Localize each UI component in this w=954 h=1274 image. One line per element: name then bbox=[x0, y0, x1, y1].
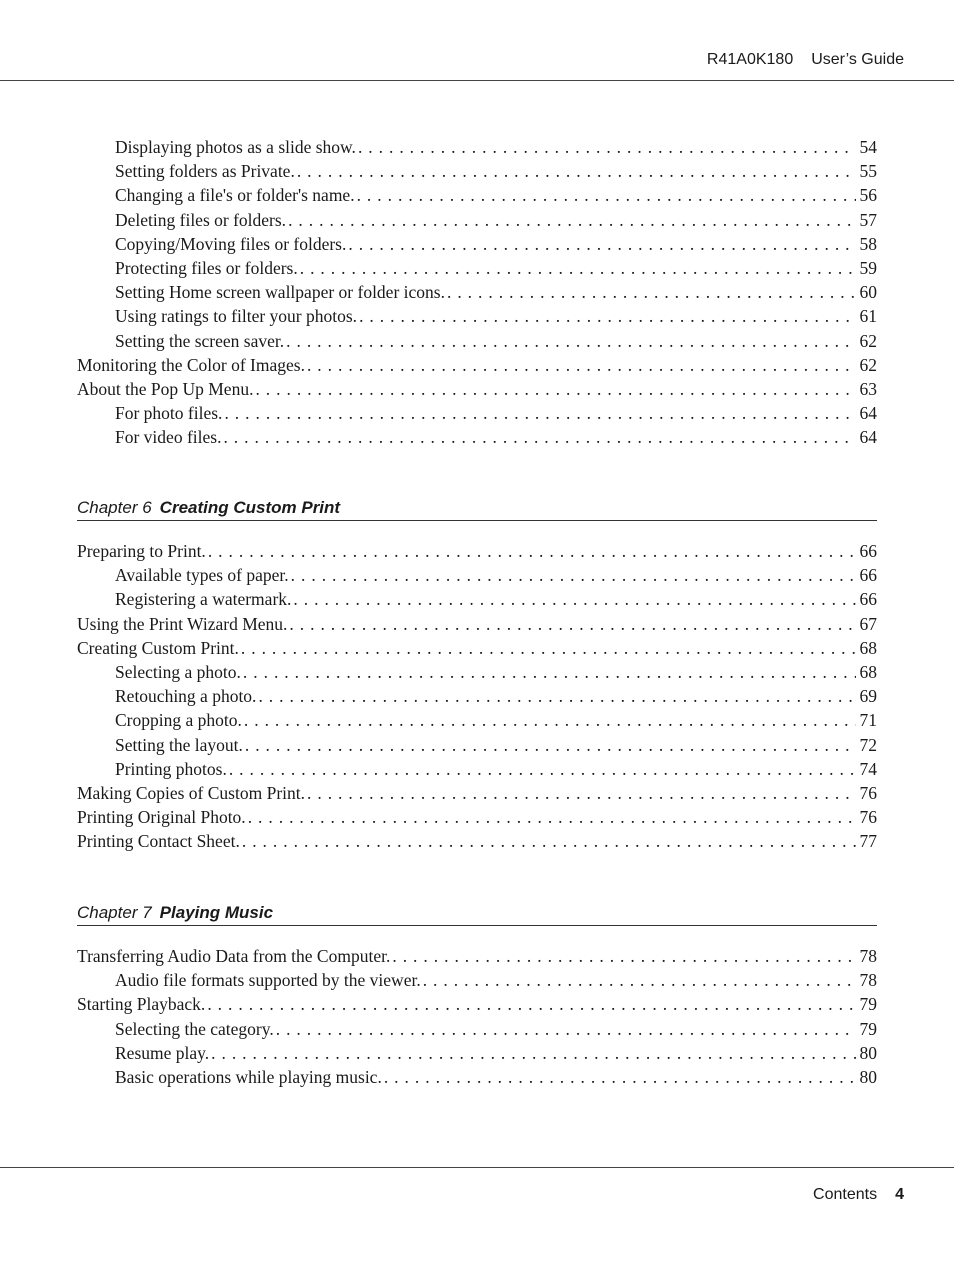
dot-leader bbox=[239, 636, 856, 660]
dot-leader bbox=[240, 829, 856, 853]
dot-leader bbox=[241, 660, 856, 684]
toc-entry[interactable] bbox=[77, 563, 877, 587]
toc-entry-page: 67 bbox=[859, 613, 877, 634]
dot-leader bbox=[221, 425, 855, 449]
dot-leader bbox=[355, 183, 856, 207]
toc-entry-page: 58 bbox=[859, 233, 877, 254]
toc-entry-page: 78 bbox=[859, 970, 877, 991]
toc-entry-page: 62 bbox=[859, 354, 877, 375]
toc-entry[interactable] bbox=[77, 208, 877, 232]
toc-entry-page: 66 bbox=[859, 589, 877, 610]
toc-entry-title: For video files. bbox=[115, 427, 222, 448]
toc-entry-page: 66 bbox=[859, 565, 877, 586]
dot-leader bbox=[295, 159, 856, 183]
toc-entry[interactable] bbox=[77, 304, 877, 328]
dot-leader bbox=[227, 757, 856, 781]
toc-entry-title: Preparing to Print. bbox=[77, 541, 206, 561]
toc-entry-title: Printing Original Photo. bbox=[77, 807, 246, 828]
toc-entry-title: Selecting the category. bbox=[115, 1018, 274, 1039]
footer-section-label: Contents bbox=[813, 1186, 878, 1203]
toc-entry-title: Available types of paper. bbox=[115, 565, 289, 586]
toc-entry[interactable] bbox=[77, 733, 877, 757]
toc-entry[interactable] bbox=[77, 829, 877, 853]
toc-entry-page: 54 bbox=[859, 137, 877, 157]
toc-entry-title: About the Pop Up Menu. bbox=[77, 378, 254, 399]
dot-leader bbox=[305, 781, 856, 805]
header-guide-title: User’s Guide bbox=[811, 51, 904, 68]
dot-leader bbox=[305, 353, 856, 377]
toc-entry-title: Monitoring the Color of Images. bbox=[77, 354, 305, 375]
toc-entry-page: 80 bbox=[859, 1066, 877, 1087]
toc-entry-page: 72 bbox=[859, 734, 877, 755]
toc-entry-page: 63 bbox=[859, 378, 877, 399]
dot-leader bbox=[242, 708, 856, 732]
toc-entry-title: For photo files. bbox=[115, 403, 223, 424]
chapter-6-title: Creating Custom Print bbox=[159, 498, 341, 517]
toc-entry-title: Setting Home screen wallpaper or folder icons. bbox=[115, 282, 445, 303]
chapter-6-number: Chapter 6 bbox=[77, 498, 152, 517]
toc-entry[interactable] bbox=[77, 1065, 877, 1089]
toc-entry[interactable] bbox=[77, 968, 877, 992]
toc-entry[interactable] bbox=[77, 1041, 877, 1065]
footer-rule bbox=[0, 1167, 954, 1168]
dot-leader bbox=[346, 232, 855, 256]
toc-entry-page: 79 bbox=[859, 994, 877, 1015]
toc-entry-page: 71 bbox=[859, 710, 877, 731]
toc-entry[interactable] bbox=[77, 353, 877, 377]
dot-leader bbox=[445, 280, 856, 304]
dot-leader bbox=[390, 944, 855, 968]
toc-entry-page: 62 bbox=[859, 330, 877, 351]
toc-entry-page: 76 bbox=[859, 782, 877, 803]
toc-entry-page: 55 bbox=[859, 161, 877, 182]
toc-entry[interactable] bbox=[77, 1017, 877, 1041]
toc-entry[interactable] bbox=[77, 401, 877, 425]
toc-entry-page: 77 bbox=[859, 831, 877, 852]
toc-entry-title: Retouching a photo. bbox=[115, 686, 257, 707]
toc-entry-page: 74 bbox=[859, 758, 877, 779]
toc-entry-title: Using ratings to filter your photos. bbox=[115, 306, 358, 327]
toc-entry-page: 64 bbox=[859, 403, 877, 424]
dot-leader bbox=[298, 256, 856, 280]
dot-leader bbox=[274, 1017, 856, 1041]
toc-entry-page: 60 bbox=[859, 282, 877, 303]
toc-entry-title: Cropping a photo. bbox=[115, 710, 242, 731]
dot-leader bbox=[287, 612, 855, 636]
dot-leader bbox=[357, 304, 855, 328]
toc-entry[interactable] bbox=[77, 329, 877, 353]
chapter-7-title: Playing Music bbox=[159, 903, 274, 922]
dot-leader bbox=[356, 135, 856, 159]
toc-entry-title: Copying/Moving files or folders. bbox=[115, 233, 347, 254]
chapter-7-heading bbox=[77, 903, 877, 926]
dot-leader bbox=[382, 1065, 856, 1089]
toc-entry-title: Resume play. bbox=[115, 1042, 210, 1063]
toc-entry-page: 68 bbox=[859, 661, 877, 682]
dot-leader bbox=[284, 329, 855, 353]
toc-entry-title: Audio file formats supported by the viewer. bbox=[115, 970, 421, 991]
toc-entry[interactable] bbox=[77, 757, 877, 781]
toc-entry-page: 78 bbox=[859, 946, 877, 966]
toc-entry[interactable] bbox=[77, 684, 877, 708]
toc-entry[interactable] bbox=[77, 232, 877, 256]
toc-entry-title: Setting the screen saver. bbox=[115, 330, 285, 351]
toc-entry[interactable] bbox=[77, 587, 877, 611]
toc-entry-title: Creating Custom Print. bbox=[77, 637, 239, 658]
toc-section-chapter6 bbox=[77, 539, 877, 853]
toc-entry[interactable] bbox=[77, 377, 877, 401]
toc-entry[interactable] bbox=[77, 660, 877, 684]
toc-entry[interactable] bbox=[77, 636, 877, 660]
toc-entry-page: 66 bbox=[859, 541, 877, 561]
dot-leader bbox=[243, 733, 856, 757]
toc-entry-page: 64 bbox=[859, 427, 877, 448]
toc-entry-title: Deleting files or folders. bbox=[115, 209, 287, 230]
dot-leader bbox=[205, 992, 855, 1016]
toc-entry-title: Printing photos. bbox=[115, 758, 227, 779]
toc-entry-title: Printing Contact Sheet. bbox=[77, 831, 240, 852]
toc-entry[interactable] bbox=[77, 135, 877, 159]
dot-leader bbox=[421, 968, 856, 992]
dot-leader bbox=[256, 684, 855, 708]
toc-entry-page: 57 bbox=[859, 209, 877, 230]
toc-entry[interactable] bbox=[77, 425, 877, 449]
chapter-6-heading bbox=[77, 498, 877, 521]
toc-entry-title: Setting the layout. bbox=[115, 734, 243, 755]
toc-entry-page: 80 bbox=[859, 1042, 877, 1063]
dot-leader bbox=[291, 587, 855, 611]
toc-entry-title: Selecting a photo. bbox=[115, 661, 241, 682]
toc-entry[interactable] bbox=[77, 539, 877, 563]
header-rule bbox=[0, 80, 954, 81]
toc-entry[interactable] bbox=[77, 781, 877, 805]
toc-entry[interactable] bbox=[77, 612, 877, 636]
toc-entry-title: Displaying photos as a slide show. bbox=[115, 137, 356, 157]
toc-entry[interactable] bbox=[77, 256, 877, 280]
toc-entry-page: 79 bbox=[859, 1018, 877, 1039]
toc-entry-title: Registering a watermark. bbox=[115, 589, 292, 610]
dot-leader bbox=[206, 539, 856, 563]
toc-entry-page: 76 bbox=[859, 807, 877, 828]
toc-entry[interactable] bbox=[77, 944, 877, 968]
toc-entry-title: Changing a file's or folder's name. bbox=[115, 185, 355, 206]
toc-section-chapter5-continued bbox=[77, 135, 877, 449]
toc-entry-page: 56 bbox=[859, 185, 877, 206]
toc-entry[interactable] bbox=[77, 708, 877, 732]
dot-leader bbox=[246, 805, 856, 829]
toc-entry[interactable] bbox=[77, 992, 877, 1016]
dot-leader bbox=[253, 377, 855, 401]
toc-section-chapter7 bbox=[77, 944, 877, 1089]
header-model: R41A0K180 bbox=[706, 51, 794, 68]
toc-entry[interactable] bbox=[77, 183, 877, 207]
running-footer bbox=[813, 1186, 904, 1204]
toc-entry-title: Starting Playback. bbox=[77, 994, 206, 1015]
running-header bbox=[707, 51, 904, 69]
toc-entry-title: Basic operations while playing music. bbox=[115, 1066, 382, 1087]
footer-page-number: 4 bbox=[895, 1186, 904, 1203]
toc-entry-title: Making Copies of Custom Print. bbox=[77, 782, 305, 803]
toc-entry[interactable] bbox=[77, 280, 877, 304]
toc-entry-title: Transferring Audio Data from the Computer. bbox=[77, 946, 391, 966]
chapter-7-number: Chapter 7 bbox=[77, 903, 152, 922]
dot-leader bbox=[209, 1041, 855, 1065]
toc-entry-title: Using the Print Wizard Menu. bbox=[77, 613, 288, 634]
toc-entry-page: 69 bbox=[859, 686, 877, 707]
toc-entry[interactable] bbox=[77, 159, 877, 183]
dot-leader bbox=[222, 401, 855, 425]
dot-leader bbox=[289, 563, 856, 587]
toc-entry-page: 61 bbox=[859, 306, 877, 327]
toc-entry[interactable] bbox=[77, 805, 877, 829]
toc-entry-title: Protecting files or folders. bbox=[115, 257, 298, 278]
dot-leader bbox=[286, 208, 855, 232]
toc-entry-page: 59 bbox=[859, 257, 877, 278]
toc-entry-page: 68 bbox=[859, 637, 877, 658]
toc-entry-title: Setting folders as Private. bbox=[115, 161, 295, 182]
